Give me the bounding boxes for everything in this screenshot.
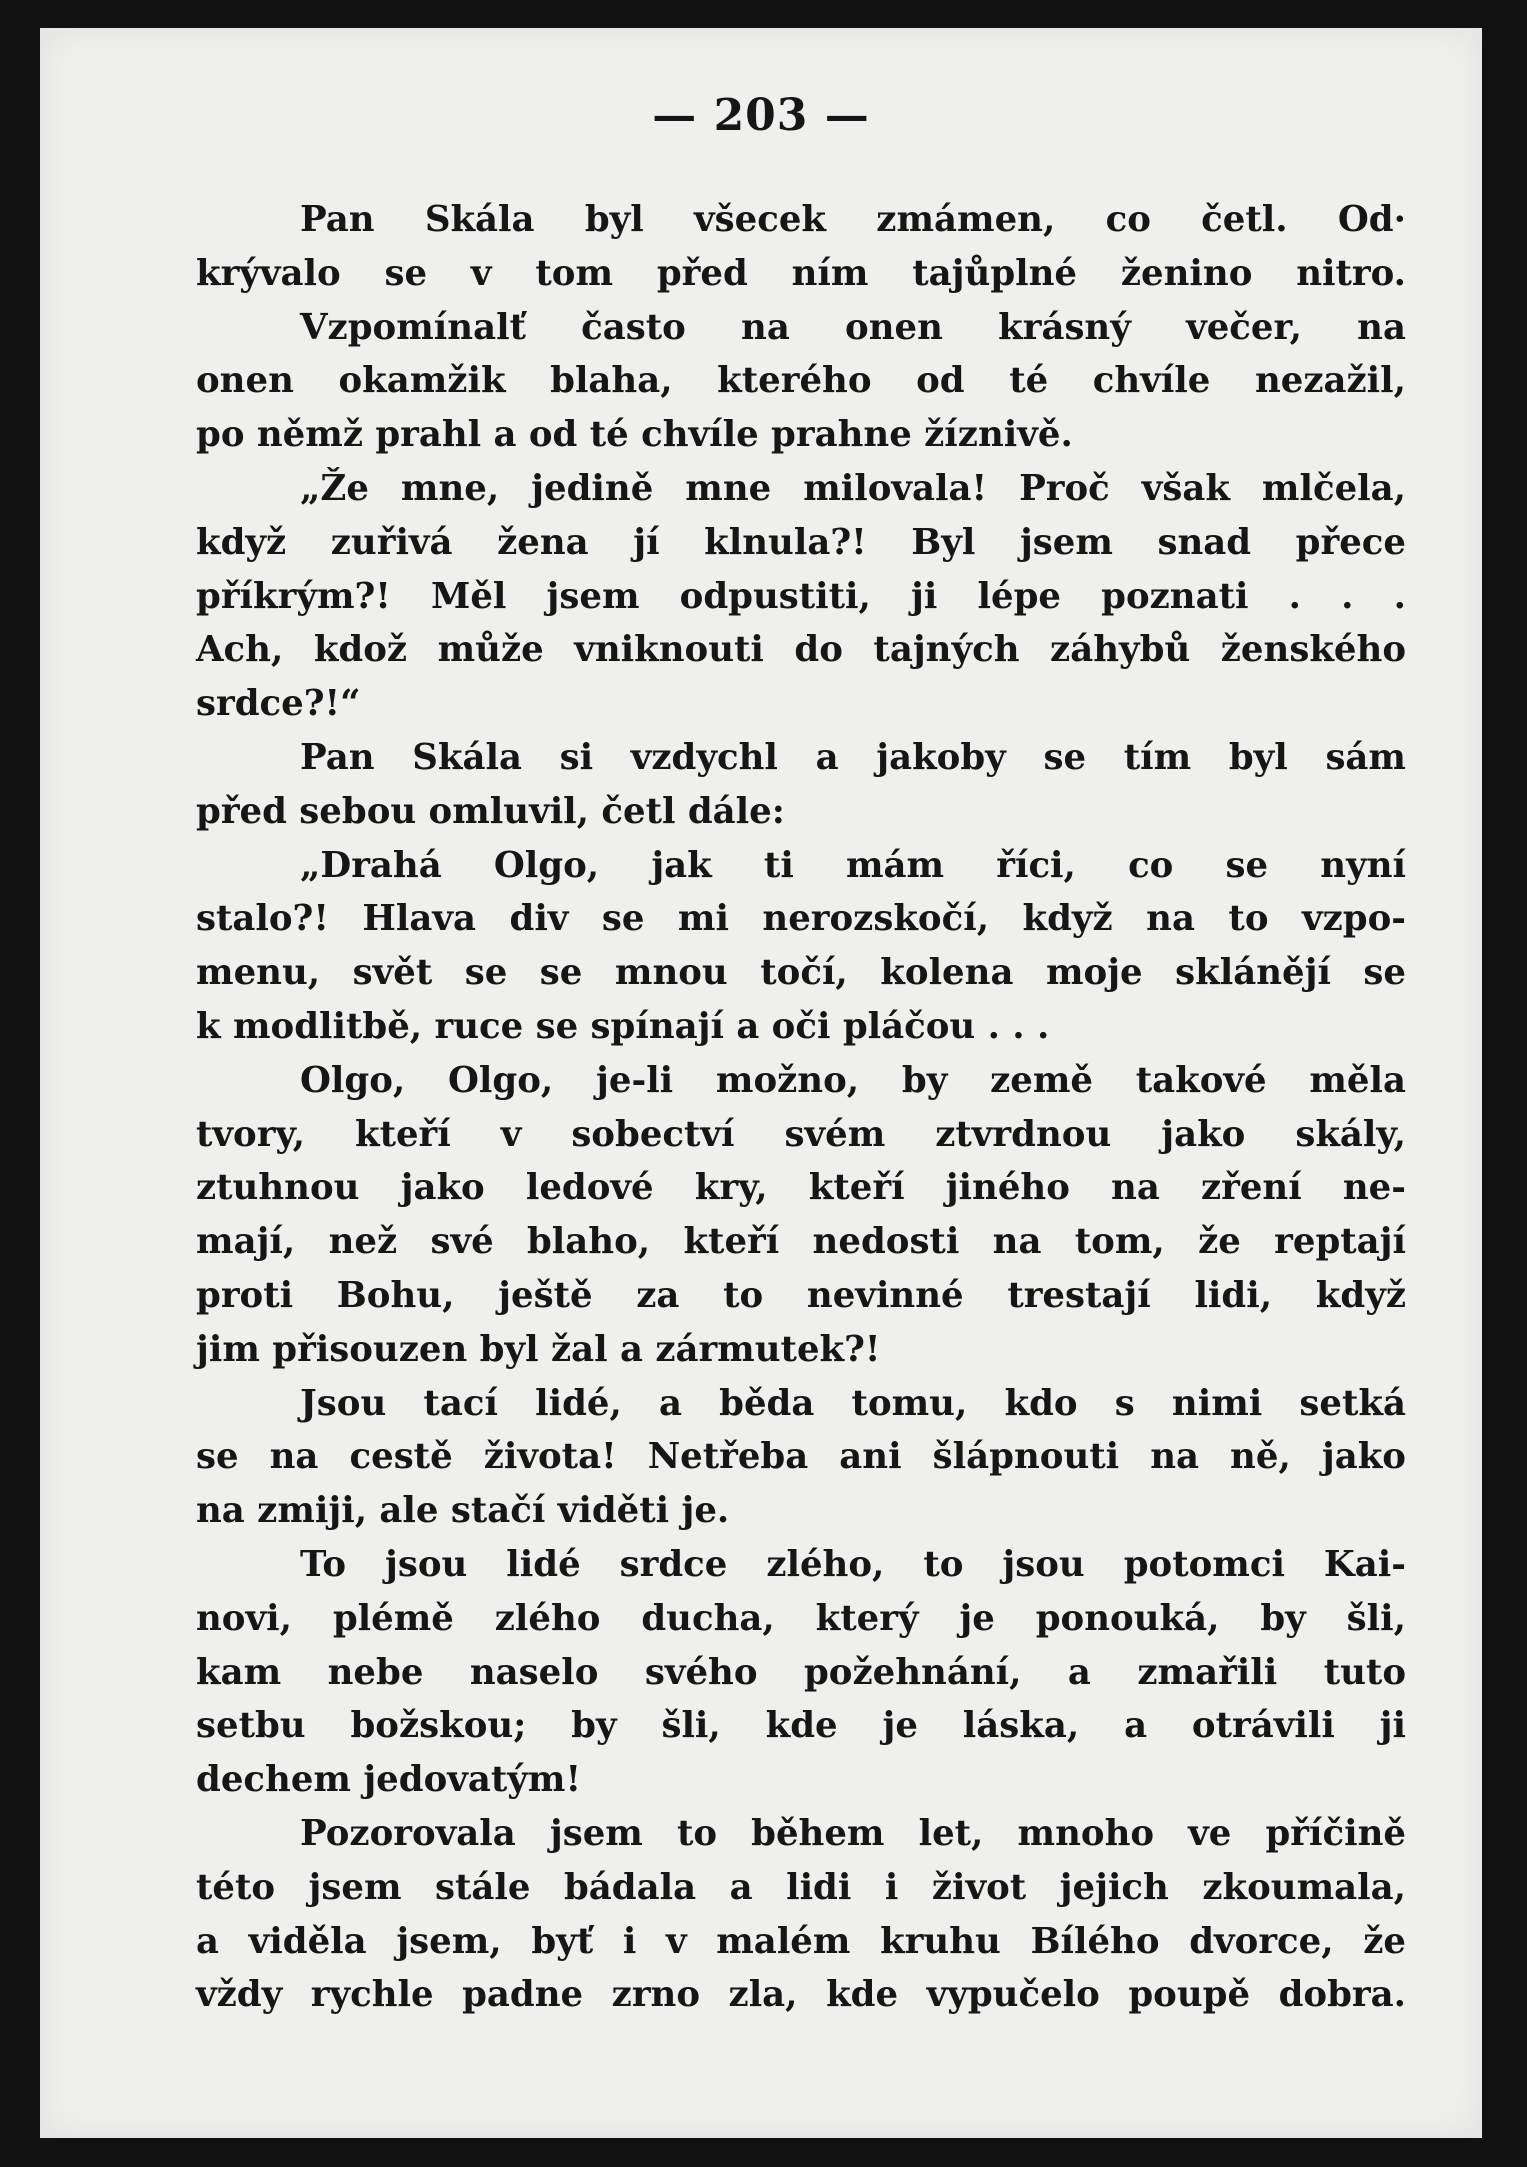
text-line: To jsou lidé srdce zlého, to jsou potomci Kai- [300, 1543, 1406, 1585]
text-line: Jsou tací lidé, a běda tomu, kdo s nimi setká [300, 1382, 1406, 1424]
text-line: novi, plémě zlého ducha, který je ponouká, by šli, [196, 1597, 1406, 1639]
book-page [40, 28, 1482, 2138]
text-line: příkrým?! Měl jsem odpustiti, ji lépe poznati . . . [196, 575, 1406, 617]
text-line: dechem jedovatým! [196, 1759, 582, 1801]
text-line: před sebou omluvil, četl dále: [196, 790, 785, 832]
text-line: kam nebe naselo svého požehnání, a zmařili tuto [196, 1651, 1406, 1693]
text-line: této jsem stále bádala a lidi i život jejich zkoumala, [196, 1866, 1406, 1908]
text-line: po němž prahl a od té chvíle prahne žíznivě. [196, 414, 1073, 456]
page-number: — 203 — [652, 90, 870, 141]
text-line: k modlitbě, ruce se spínají a oči pláčou . . . [196, 1005, 1050, 1047]
text-line: „Že mne, jedině mne milovala! Proč však mlčela, [300, 467, 1406, 509]
text-line: ztuhnou jako ledové kry, kteří jiného na zření ne- [196, 1167, 1406, 1209]
text-line: Ach, kdož může vniknouti do tajných záhybů ženského [196, 629, 1406, 671]
text-line: onen okamžik blaha, kterého od té chvíle nezažil, [196, 360, 1406, 402]
text-line: „Drahá Olgo, jak ti mám říci, co se nyní [300, 844, 1406, 886]
text-line: Pan Skála byl všecek zmámen, co četl. Od· [300, 199, 1406, 240]
text-line: když zuřivá žena jí klnula?! Byl jsem snad přece [196, 521, 1406, 563]
text-line: jim přisouzen byl žal a zármutek?! [196, 1328, 881, 1370]
text-line: menu, svět se se mnou točí, kolena moje sklánějí se [196, 952, 1406, 994]
text-line: krývalo se v tom před ním tajůplné ženino nitro. [196, 252, 1406, 294]
text-line: stalo?! Hlava div se mi nerozskočí, když na to vzpo- [196, 898, 1406, 940]
text-line: Pozorovala jsem to během let, mnoho ve příčině [300, 1812, 1406, 1854]
text-line: Olgo, Olgo, je-li možno, by země takové měla [300, 1059, 1406, 1101]
text-line: mají, než své blaho, kteří nedosti na tom, že reptají [196, 1221, 1406, 1263]
text-line: Pan Skála si vzdychl a jakoby se tím byl sám [300, 736, 1406, 778]
body-text [196, 193, 1406, 2022]
text-line: proti Bohu, ještě za to nevinné trestají lidi, když [196, 1274, 1406, 1316]
text-line: a viděla jsem, byť i v malém kruhu Bílého dvorce, že [196, 1920, 1406, 1962]
text-line: vždy rychle padne zrno zla, kde vypučelo poupě dobra. [196, 1974, 1406, 2016]
text-line: Vzpomínalť často na onen krásný večer, na [300, 306, 1406, 348]
text-line: srdce?!“ [196, 683, 361, 725]
text-line: na zmiji, ale stačí viděti je. [196, 1490, 730, 1532]
text-line: setbu božskou; by šli, kde je láska, a otrávili ji [196, 1705, 1406, 1747]
text-line: tvory, kteří v sobectví svém ztvrdnou jako skály, [196, 1113, 1406, 1155]
text-line: se na cestě života! Netřeba ani šlápnouti na ně, jako [196, 1436, 1406, 1478]
